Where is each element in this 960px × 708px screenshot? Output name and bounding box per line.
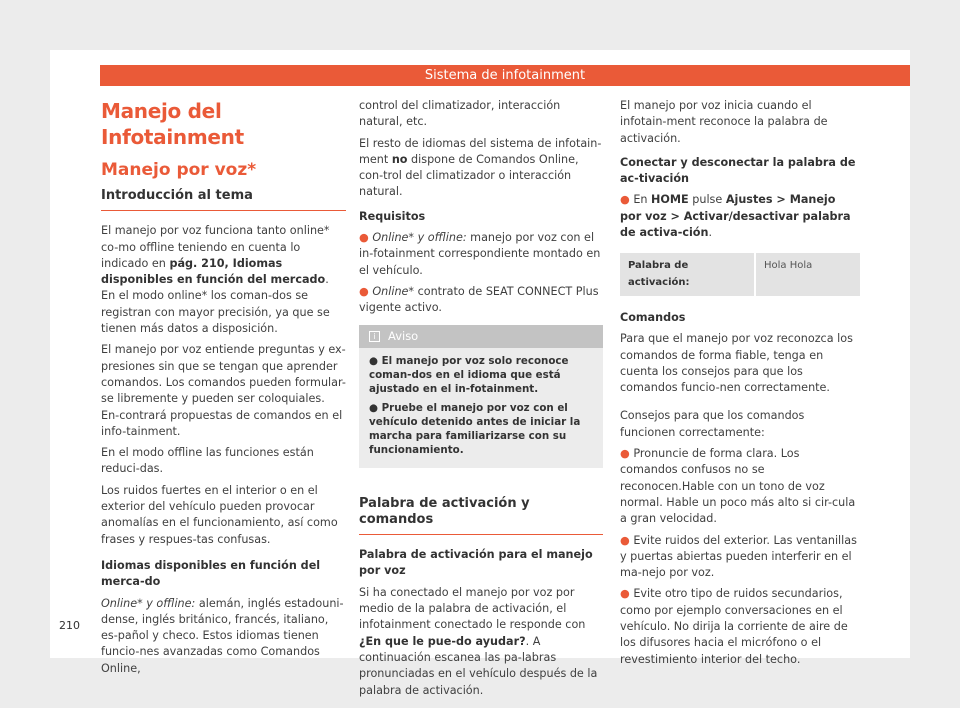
list-item	[359, 230, 603, 279]
bullet-icon: ●	[359, 284, 369, 298]
page-title: Manejo del Infotainment	[101, 99, 244, 149]
notice-box	[359, 325, 603, 468]
paragraph	[101, 596, 346, 677]
paragraph	[359, 136, 603, 201]
subheading-languages: Idiomas disponibles en función del merca-do	[101, 558, 321, 589]
list-item	[620, 586, 860, 667]
text: dispone de Comandos Online, con-trol del climatizador o interacción natural.	[359, 152, 579, 199]
text: Online* y offline:	[372, 231, 467, 245]
paragraph: En el modo offline las funciones están reduci-das.	[101, 446, 314, 476]
text: .	[708, 226, 713, 240]
list-item	[359, 284, 603, 317]
text: ¿En que le pue-do ayudar?	[359, 634, 526, 648]
topic-heading: Palabra de activación y comandos	[359, 488, 603, 536]
notice-title: Aviso	[388, 328, 419, 343]
paragraph: Consejos para que los comandos funcionen correctamente:	[620, 409, 805, 439]
text: . A continuación escanea las pa-labras pronunciadas en el vehículo después de la palabra de activación.	[359, 634, 598, 697]
text: . En el modo online* los coman-dos se registran con mayor precisión, ya que se tienen más datos a disposición.	[101, 273, 330, 336]
text: El resto de idiomas del sistema de infotain-ment	[359, 136, 602, 166]
text: Online*	[372, 284, 415, 298]
notice-body	[359, 348, 603, 468]
page-reference-link[interactable]: pág. 210, Idiomas disponibles en función del mercado	[101, 256, 326, 287]
subheading-connect: Conectar y desconectar la palabra de ac-tivación	[620, 155, 856, 186]
column-left	[101, 98, 346, 682]
subheading-requirements: Requisitos	[359, 209, 426, 223]
paragraph	[101, 223, 346, 337]
text: Pronuncie de forma clara. Los comandos confusos no se reconocen.Hable con un tono de voz normal. Hable un poco más alto si cir-cula a gran velocidad.	[620, 447, 856, 526]
notice-header	[359, 325, 603, 348]
bullet-icon: ●	[620, 533, 630, 547]
topic-heading: Introducción al tema	[101, 188, 346, 211]
table-key: Palabra de activación:	[620, 253, 754, 296]
paragraph	[359, 585, 603, 699]
text: no	[391, 152, 408, 166]
text: El manejo por voz solo reconoce coman-dos en el idioma que está ajustado en el in-fotainment.	[369, 354, 569, 395]
table-value: Hola Hola	[756, 253, 860, 296]
list-item	[620, 446, 860, 527]
paragraph: El manejo por voz inicia cuando el infotain-ment reconoce la palabra de activación.	[620, 99, 828, 145]
settings-table	[620, 253, 860, 296]
bullet-icon: ●	[620, 193, 630, 207]
text: Pruebe el manejo por voz con el vehículo detenido antes de iniciar la marcha para familiarizarse con su funcionamiento.	[369, 401, 581, 456]
bullet-icon: ●	[359, 231, 369, 245]
instruction-step	[620, 192, 860, 241]
list-item	[369, 401, 593, 457]
subheading-commands: Comandos	[620, 310, 686, 324]
text: Evite otro tipo de ruidos secundarios, como por ejemplo conversaciones en el vehículo. No dirija la corriente de aire de los difusores hacia el micrófono o el revestimiento interior del techo.	[620, 587, 848, 666]
text: Ajustes > Manejo por voz > Activar/desactivar palabra de activa-ción	[620, 193, 851, 240]
text: Evite ruidos del exterior. Las ventanillas y puertas abiertas pueden interferir en el ma-nejo por voz.	[620, 533, 857, 580]
subheading-activation: Palabra de activación para el manejo por voz	[359, 548, 593, 578]
bullet-icon: ●	[620, 587, 630, 601]
list-item	[620, 533, 860, 582]
text: manejo por voz con el in-fotainment correspondiente montado en el vehículo.	[359, 231, 601, 277]
text: contrato de SEAT CONNECT Plus vigente activo.	[359, 284, 599, 315]
section-header: Sistema de infotainment	[100, 65, 910, 86]
paragraph: El manejo por voz entiende preguntas y ex-presiones sin que se tengan que aprender comandos. Los comandos pueden formular-se libremente y pueden ser coloquiales. En-contrará propuestas de comandos en el info-tainment.	[101, 343, 346, 438]
paragraph: Los ruidos fuertes en el interior o en el exterior del vehículo pueden provocar anomalías en el funcionamiento, así como frases y respues-tas confusas.	[101, 483, 338, 546]
bullet-icon: ●	[620, 447, 630, 461]
text: El manejo por voz funciona tanto online* co-mo offline teniendo en cuenta lo indicado en	[101, 224, 330, 270]
text: Si ha conectado el manejo por voz por medio de la palabra de activación, el infotainment conectado le responde con	[359, 585, 586, 632]
column-right	[620, 98, 860, 673]
info-icon: i	[369, 331, 380, 342]
column-middle	[359, 98, 603, 704]
text: pulse	[688, 193, 726, 207]
bullet-icon: ●	[369, 401, 378, 414]
page-number: 210	[59, 619, 80, 632]
section-title: Manejo por voz*	[101, 160, 257, 180]
bullet-icon: ●	[369, 354, 378, 367]
paragraph: control del climatizador, interacción natural, etc.	[359, 99, 561, 129]
manual-page	[50, 50, 910, 697]
list-item	[369, 354, 593, 396]
text: alemán, inglés estadouni-dense, inglés británico, francés, italiano, es-pañol y checo. Estos idiomas tienen funcio-nes avanzadas como Comandos Online,	[101, 596, 344, 675]
text: En	[633, 193, 652, 207]
paragraph: Para que el manejo por voz reconozca los comandos de forma fiable, tenga en cuenta los consejos para que los comandos funcio-nen correctamente.	[620, 332, 853, 395]
text: HOME	[651, 193, 689, 207]
text: Online* y offline:	[101, 596, 196, 610]
